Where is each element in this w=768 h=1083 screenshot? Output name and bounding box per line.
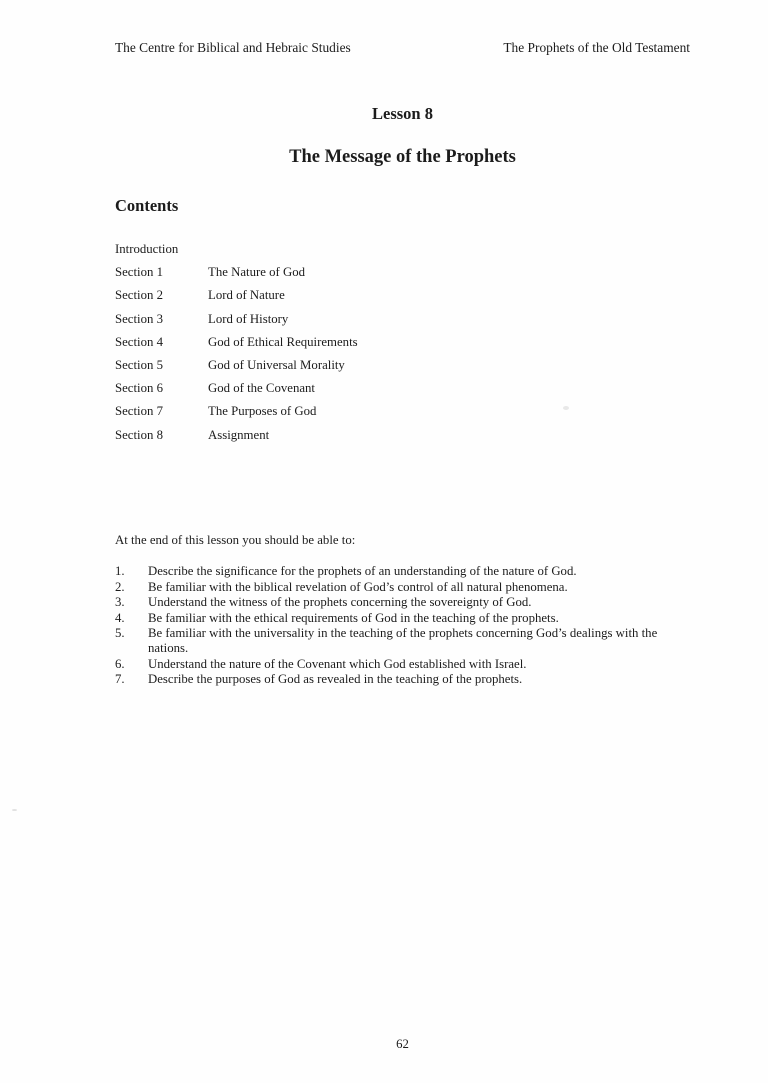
objective-text: Understand the nature of the Covenant which God established with Israel.	[148, 656, 527, 671]
title-block	[115, 104, 690, 168]
toc-label: Section 5	[115, 358, 163, 373]
lesson-subtitle: The Message of the Prophets	[289, 147, 516, 167]
objective-number: 4.	[115, 610, 125, 625]
objective-text: Be familiar with the ethical requirements of God in the teaching of the prophets.	[148, 610, 559, 625]
objective-item	[115, 672, 690, 687]
objective-item	[115, 580, 690, 595]
objective-number: 2.	[115, 579, 125, 594]
toc-label: Introduction	[115, 242, 179, 257]
objective-item	[115, 626, 690, 657]
table-of-contents	[115, 238, 690, 447]
toc-row	[115, 354, 690, 377]
header-right: The Prophets of the Old Testament	[503, 40, 690, 55]
toc-title: The Nature of God	[208, 265, 306, 280]
objective-text: Be familiar with the universality in the teaching of the prophets concerning God’s dealings with the nations.	[148, 626, 658, 656]
toc-row	[115, 377, 690, 400]
toc-row	[115, 308, 690, 331]
objective-item	[115, 657, 690, 672]
scan-speck	[563, 406, 569, 410]
toc-title: God of Ethical Requirements	[208, 334, 358, 349]
objective-number: 5.	[115, 626, 125, 641]
objective-text: Understand the witness of the prophets concerning the sovereignty of God.	[148, 595, 532, 610]
objectives-list	[115, 564, 690, 687]
toc-label: Section 8	[115, 427, 163, 442]
toc-title: Lord of History	[208, 311, 289, 326]
toc-label: Section 1	[115, 265, 163, 280]
toc-row	[115, 238, 690, 261]
objective-text: Be familiar with the biblical revelation of God’s control of all natural phenomena.	[148, 579, 568, 594]
objective-item	[115, 564, 690, 579]
toc-title: God of Universal Morality	[208, 358, 345, 373]
page-number: 62	[396, 1037, 409, 1051]
toc-title: Assignment	[208, 427, 270, 442]
toc-label: Section 7	[115, 404, 163, 419]
toc-title: Lord of Nature	[208, 288, 285, 303]
toc-title: The Purposes of God	[208, 404, 317, 419]
toc-title: God of the Covenant	[208, 381, 315, 396]
objective-number: 1.	[115, 564, 125, 579]
toc-label: Section 6	[115, 381, 163, 396]
objective-number: 7.	[115, 672, 125, 687]
toc-row	[115, 400, 690, 423]
toc-label: Section 2	[115, 288, 163, 303]
objective-text: Describe the purposes of God as revealed in the teaching of the prophets.	[148, 672, 523, 687]
lesson-title: Lesson 8	[372, 104, 433, 123]
objectives-section	[115, 533, 690, 688]
scan-speck	[12, 809, 17, 811]
toc-label: Section 3	[115, 311, 163, 326]
page-header	[115, 40, 690, 56]
objective-item	[115, 611, 690, 626]
toc-row	[115, 424, 690, 447]
header-left: The Centre for Biblical and Hebraic Studies	[115, 40, 351, 55]
objective-number: 6.	[115, 656, 125, 671]
objective-number: 3.	[115, 595, 125, 610]
toc-row	[115, 261, 690, 284]
toc-row	[115, 284, 690, 307]
objective-text: Describe the significance for the prophets of an understanding of the nature of God.	[148, 564, 577, 579]
toc-row	[115, 331, 690, 354]
objectives-intro: At the end of this lesson you should be able to:	[115, 533, 356, 547]
contents-heading: Contents	[115, 196, 179, 215]
contents-section	[115, 196, 690, 447]
objective-item	[115, 595, 690, 610]
toc-label: Section 4	[115, 334, 163, 349]
